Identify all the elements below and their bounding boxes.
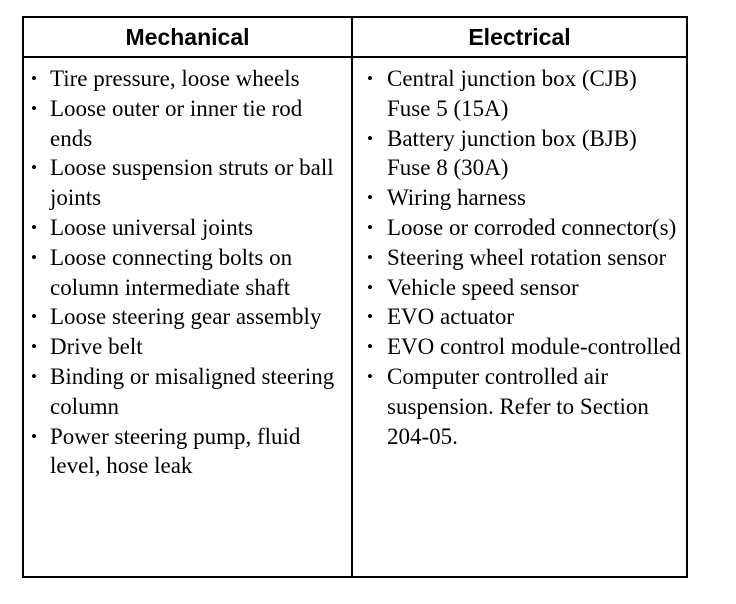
list-item-text: Battery junction box (BJB) Fuse 8 (30A) xyxy=(387,125,637,181)
list-item-text: Tire pressure, loose wheels xyxy=(50,66,300,91)
list-item-text: Binding or misaligned steering column xyxy=(50,363,335,419)
list-item-text: Loose or corroded connector(s) xyxy=(387,214,677,240)
list-item-text: Loose universal joints xyxy=(50,214,254,240)
bullet-icon: • xyxy=(367,307,373,327)
list-item xyxy=(356,64,684,124)
bullet-icon: • xyxy=(31,307,37,327)
list-item xyxy=(356,273,684,303)
list-item xyxy=(356,124,684,184)
bullet-icon: • xyxy=(367,277,373,297)
bullet-icon: • xyxy=(367,337,373,357)
electrical-column-header: Electrical xyxy=(468,23,571,50)
list-item xyxy=(356,302,684,332)
list-item xyxy=(356,332,684,362)
list-item xyxy=(24,422,348,482)
list-item xyxy=(356,362,684,451)
list-item-text: Loose steering gear assembly xyxy=(50,304,322,330)
list-item xyxy=(24,243,348,303)
list-item xyxy=(24,64,348,94)
list-item-text: EVO actuator xyxy=(387,304,515,330)
mechanical-column-header: Mechanical xyxy=(125,23,250,50)
bullet-icon: • xyxy=(367,128,373,148)
list-item xyxy=(24,94,348,154)
list-item-text: Steering wheel rotation sensor xyxy=(387,244,667,270)
list-item-text: Loose suspension struts or ball joints xyxy=(50,155,334,211)
bullet-icon: • xyxy=(31,426,37,446)
bullet-icon: • xyxy=(31,247,37,267)
bullet-icon: • xyxy=(31,366,37,386)
list-item-text: Vehicle speed sensor xyxy=(387,274,579,300)
bullet-icon: • xyxy=(367,188,373,208)
list-item xyxy=(356,183,684,213)
list-item-text: Computer controlled air suspension. Refer to Section 204-05. xyxy=(387,363,649,449)
bullet-icon: • xyxy=(367,247,373,267)
list-item-text: Loose outer or inner tie rod ends xyxy=(50,95,303,151)
bullet-icon: • xyxy=(31,98,37,118)
list-item-text: Loose connecting bolts on column intermediate shaft xyxy=(50,244,293,300)
list-item-text: Central junction box (CJB) Fuse 5 (15A) xyxy=(387,66,637,121)
list-item xyxy=(356,213,684,243)
list-item-text: Wiring harness xyxy=(387,185,526,211)
list-item-text: Power steering pump, fluid level, hose leak xyxy=(50,423,301,479)
list-item-text: Drive belt xyxy=(50,334,143,360)
electrical-items-list xyxy=(356,64,684,451)
list-item xyxy=(356,243,684,273)
header-divider xyxy=(22,56,688,58)
bullet-icon: • xyxy=(31,337,37,357)
list-item xyxy=(24,332,348,362)
column-divider xyxy=(351,16,353,578)
mechanical-items-list xyxy=(24,64,348,481)
bullet-icon: • xyxy=(31,69,37,88)
bullet-icon: • xyxy=(367,217,373,237)
list-item xyxy=(24,302,348,332)
bullet-icon: • xyxy=(31,217,37,237)
bullet-icon: • xyxy=(31,158,37,178)
list-item-text: EVO control module-controlled xyxy=(387,334,681,360)
bullet-icon: • xyxy=(367,366,373,386)
list-item xyxy=(24,213,348,243)
bullet-icon: • xyxy=(367,69,373,88)
list-item xyxy=(24,362,348,422)
list-item xyxy=(24,153,348,213)
